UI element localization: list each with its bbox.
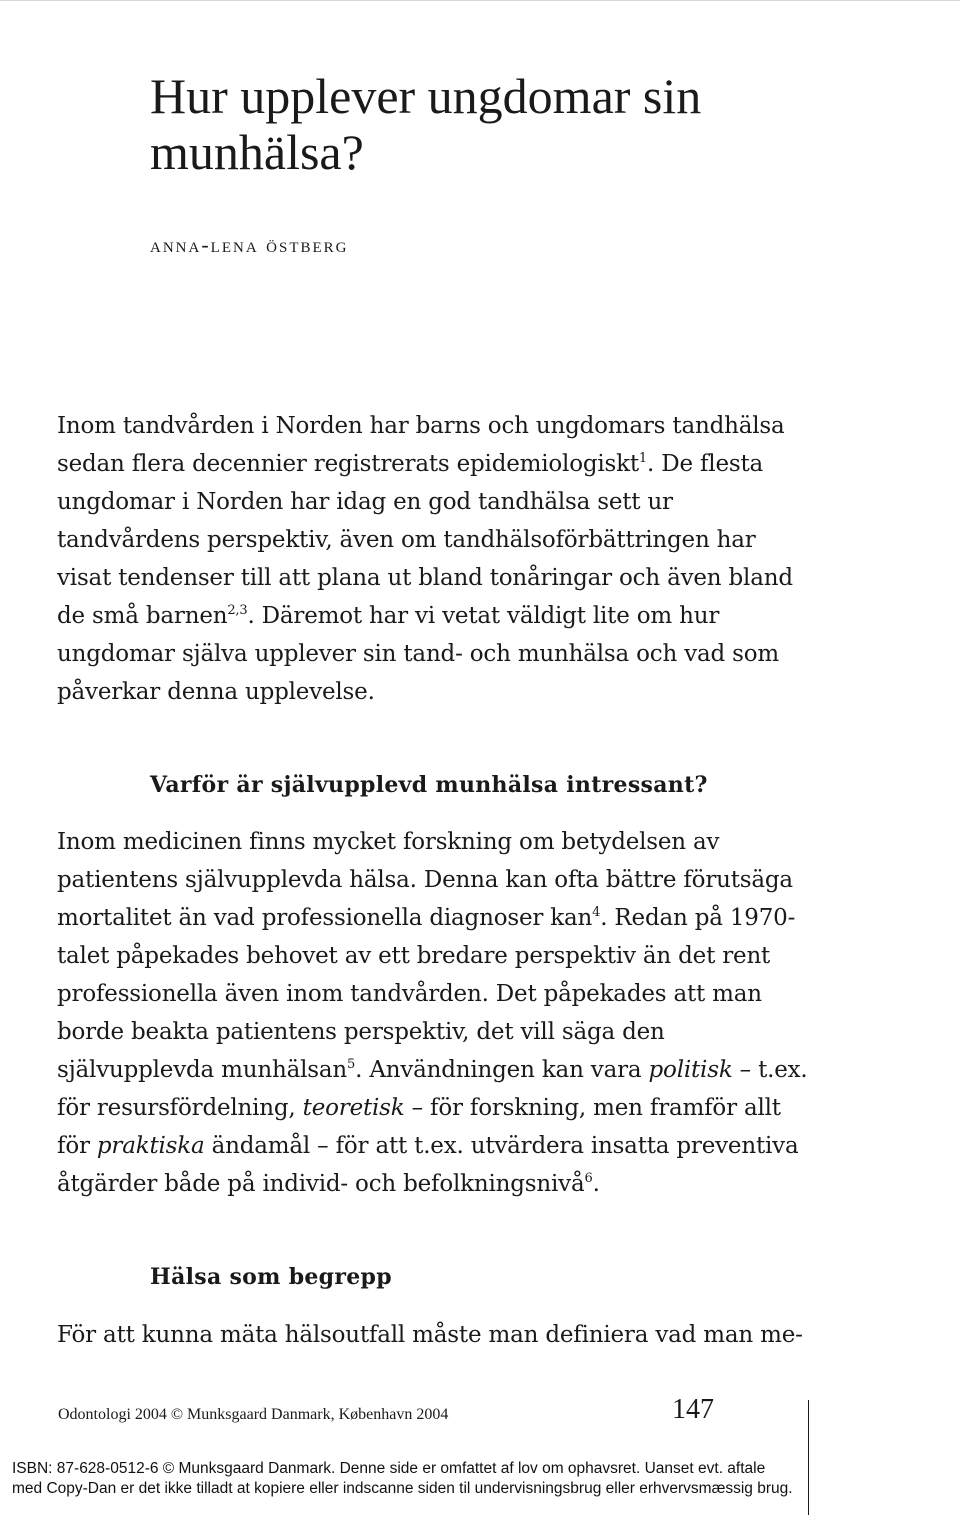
- footnote-ref: 6: [584, 1171, 593, 1186]
- journal-citation: Odontologi 2004 © Munksgaard Danmark, København 2004: [58, 1406, 449, 1423]
- section2-paragraph: För att kunna mäta hälsoutfall måste man definiera vad man me-: [57, 1322, 803, 1348]
- intro-paragraph: Inom tandvården i Norden har barns och ungdomars tandhälsa sedan flera decennier registrerats epidemiologiskt$^1$. De flesta ungdomar i Norden har idag en god tandhälsa sett ur tandvårdens perspektiv, även om tandhälsoförbättringen har visat tendenser till att plana ut bland tonåringar och även bland de små barnen$^{2,3}$. Däremot har vi vetat väldigt lite om hur ungdomar själva upplever sin tand- och munhälsa och vad som påverkar denna upplevelse.: [57, 413, 793, 705]
- section1-paragraph: Inom medicinen finns mycket forskning om betydelsen av patientens självupplevda hälsa. Denna kan ofta bättre förutsäga mortalitet än vad professionella diagnoser kan$^4$. Redan på 1970-talet påpekades behovet av ett bredare perspektiv än det rent professionella även inom tandvården. Det påpekades att man borde beakta patientens perspektiv, det vill säga den självupplevda munhälsan$^5$. Användningen kan vara politisk – t.ex. för resursfördelning, teoretisk – för forskning, men framför allt för praktiska ändamål – för att t.ex. utvärdera insatta preventiva åtgärder både på individ- och befolkningsnivå$^6$.: [57, 829, 808, 1197]
- author-name: anna-lena östberg: [150, 232, 349, 257]
- footnote-ref: 5: [347, 1057, 356, 1072]
- footnote-ref: 2,3: [227, 603, 248, 618]
- footer-divider: [808, 1400, 809, 1515]
- footnote-ref: 4: [592, 905, 601, 920]
- copyright-line-2: med Copy-Dan er det ikke tilladt at kopiere eller indscanne siden til undervisningsbrug eller erhvervsmæssig brug.: [12, 1480, 793, 1497]
- copyright-line-1: ISBN: 87-628-0512-6 © Munksgaard Danmark. Denne side er omfattet af lov om ophavsret. Uanset evt. aftale: [12, 1460, 766, 1477]
- article-title: Hur upplever ungdomar sin munhälsa?: [150, 68, 702, 180]
- section-heading-health-concept: Hälsa som begrepp: [150, 1264, 392, 1290]
- section-heading-self-perceived-health: Varför är självupplevd munhälsa intressant?: [150, 772, 708, 798]
- page-number: 147: [672, 1394, 714, 1425]
- top-border-line: [0, 0, 960, 1]
- copyright-notice: [12, 1459, 793, 1499]
- footnote-ref: 1: [638, 451, 647, 466]
